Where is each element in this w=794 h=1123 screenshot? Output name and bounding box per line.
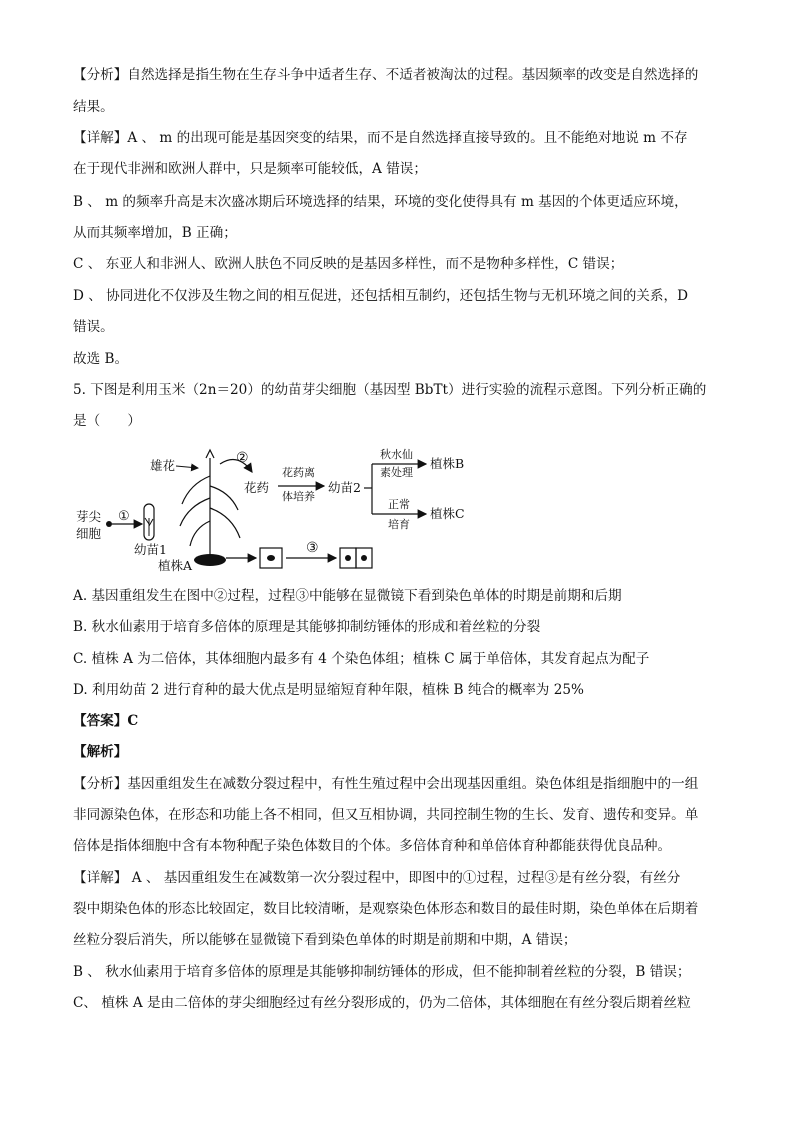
label-seedling1: 幼苗1 (134, 542, 167, 557)
label-culture-bottom: 体培养 (282, 490, 315, 503)
label-plant-a: 植株A (158, 558, 193, 573)
text-line-5: B 、 m 的频率升高是末次盛冰期后环境选择的结果，环境的变化使得具有 m 基因的个体更适应环境， (73, 194, 688, 210)
text-line-4: 在于现代非洲和欧洲人群中，只是频率可能较低，A 错误； (73, 161, 427, 177)
label-culture-top: 花药离 (282, 466, 315, 479)
label-colchicine-top: 秋水仙 (380, 448, 413, 461)
text-line-9: 错误。 (73, 319, 114, 335)
label-plant-b: 植株B (430, 456, 465, 471)
label-normal-top: 正常 (388, 498, 410, 511)
breeding-flow-diagram (70, 446, 490, 582)
option-d: D. 利用幼苗 2 进行育种的最大优点是明显缩短育种年限，植株 B 纯合的概率为 25% (73, 682, 584, 698)
text-line-1: 【分析】自然选择是指生物在生存斗争中适者生存、不适者被淘汰的过程。基因频率的改变是自然选择的 (73, 67, 699, 83)
label-colchicine-bottom: 素处理 (380, 466, 413, 479)
detail-line-1: 【详解】 A 、 基因重组发生在减数第一次分裂过程中，即图中的①过程，过程③是有丝分裂，有丝分 (73, 870, 681, 886)
label-step1: ① (118, 509, 130, 524)
text-line-6: 从而其频率增加，B 正确； (73, 225, 237, 241)
label-normal-bottom: 培育 (388, 518, 410, 531)
label-male-flower: 雄花 (150, 458, 176, 473)
option-a: A. 基因重组发生在图中②过程，过程③中能够在显微镜下看到染色单体的时期是前期和后期 (73, 588, 622, 604)
explanation-heading: 【解析】 (73, 744, 128, 760)
detail-line-2: 裂中期染色体的形态比较固定，数目比较清晰，是观察染色体形态和数目的最佳时期，染色单体在后期着 (73, 901, 699, 917)
text-line-8: D 、 协同进化不仅涉及生物之间的相互促进，还包括相互制约，还包括生物与无机环境之间的关系，D (73, 288, 688, 304)
option-c: C. 植株 A 为二倍体，其体细胞内最多有 4 个染色体组；植株 C 属于单倍体，其发育起点为配子 (73, 651, 650, 667)
text-line-10: 故选 B。 (73, 351, 129, 367)
text-line-3: 【详解】A 、 m 的出现可能是基因突变的结果，而不是自然选择直接导致的。且不能绝对地说 m 不存 (73, 130, 688, 146)
bud-cell-dot (106, 521, 112, 527)
label-step3: ③ (306, 540, 319, 556)
arrow-male-flower (176, 466, 198, 468)
text-line-7: C 、 东亚人和非洲人、欧洲人肤色不同反映的是基因多样性，而不是物种多样性，C 错误； (73, 256, 624, 272)
question-5-stem-cont: 是（ ） (73, 413, 141, 429)
seedling-in-tube (145, 518, 153, 536)
label-bud-bottom: 细胞 (76, 526, 102, 541)
text-line-2: 结果。 (73, 99, 114, 115)
label-seedling2: 幼苗2 (328, 480, 361, 495)
answer-line: 【答案】C (73, 713, 139, 729)
analysis-line-2: 非同源染色体，在形态和功能上各不相同，但又互相协调，共同控制生物的生长、发育、遗传和变异。单 (73, 807, 699, 823)
corn-plant-a (180, 450, 240, 556)
single-cell-nucleus (267, 555, 275, 561)
daughter-nucleus-left (345, 555, 351, 561)
option-b: B. 秋水仙素用于培育多倍体的原理是其能够抑制纺锤体的形成和着丝粒的分裂 (73, 619, 541, 635)
analysis-line-1: 【分析】基因重组发生在减数分裂过程中，有性生殖过程中会出现基因重组。染色体组是指细胞中的一组 (73, 776, 699, 792)
label-plant-c: 植株C (430, 506, 465, 521)
detail-line-3: 丝粒分裂后消失，所以能够在显微镜下看到染色单体的时期是前期和中期，A 错误； (73, 932, 577, 948)
plant-roots (194, 554, 226, 566)
question-5-stem: 5. 下图是利用玉米（2n＝20）的幼苗芽尖细胞（基因型 BbTt）进行实验的流程示意图。下列分析正确的 (73, 382, 707, 398)
daughter-nucleus-right (361, 555, 367, 561)
label-bud-top: 芽尖 (76, 509, 102, 524)
detail-line-4: B 、 秋水仙素用于培育多倍体的原理是其能够抑制纺锤体的形成，但不能抑制着丝粒的分裂，B 错误； (73, 964, 691, 980)
analysis-line-3: 倍体是指体细胞中含有本物种配子染色体数目的个体。多倍体育种和单倍体育种都能获得优良品种。 (73, 838, 672, 854)
label-anther: 花药 (244, 480, 270, 495)
label-step2: ② (236, 450, 249, 466)
detail-line-5: C、 植株 A 是由二倍体的芽尖细胞经过有丝分裂形成的，仍为二倍体，其体细胞在有丝分裂后期着丝粒 (73, 995, 691, 1011)
